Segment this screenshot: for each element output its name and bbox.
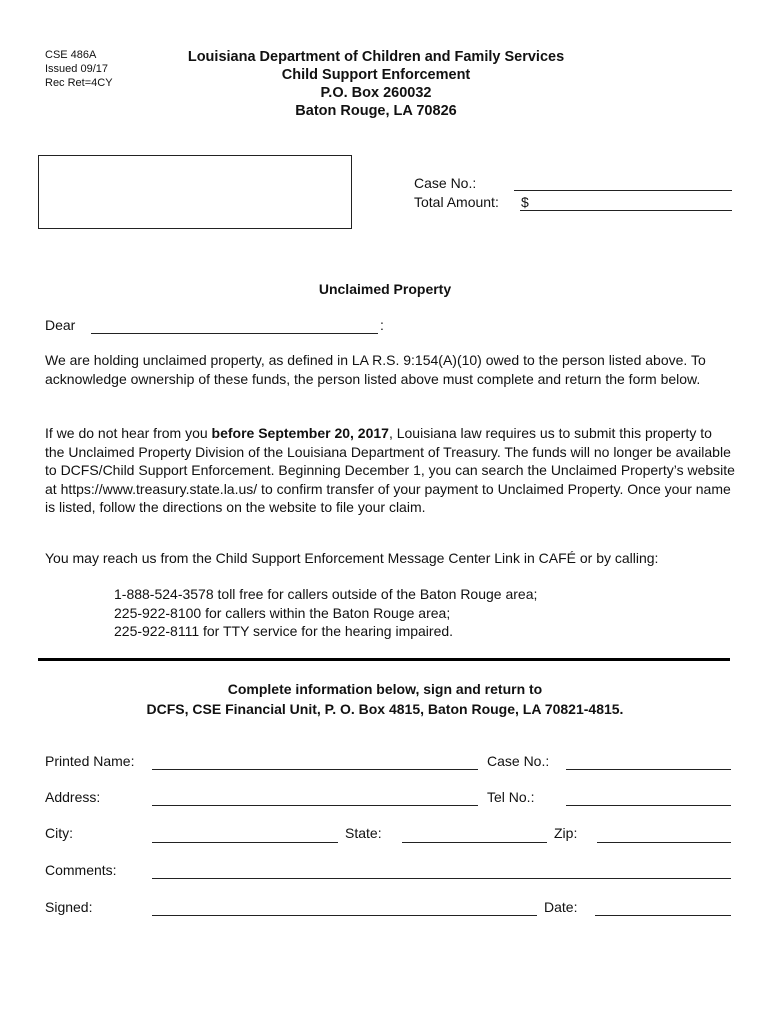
paragraph-deadline-start: If we do not hear from you [45,425,212,441]
return-line-2: DCFS, CSE Financial Unit, P. O. Box 4815, Baton Rouge, LA 70821-4815. [146,701,624,717]
phone-list [114,585,537,641]
form-retention: Rec Ret=4CY [45,77,113,89]
address-window-box [38,155,352,229]
phone-tty: 225-922-8111 for TTY service for the hearing impaired. [114,623,454,639]
signed-label: Signed: [45,899,93,915]
form-number: CSE 486A [45,49,97,61]
agency-division: Child Support Enforcement [281,67,471,83]
deadline-date: before September 20, 2017 [211,425,389,441]
address-label: Address: [45,789,101,805]
return-instructions [0,679,770,719]
agency-name: Louisiana Department of Children and Family Services [187,49,565,65]
agency-po-box: P.O. Box 260032 [320,85,432,101]
zip-field[interactable] [597,842,731,843]
state-label: State: [345,825,382,841]
phone-local: 225-922-8100 for callers within the Baton Rouge area; [114,604,451,621]
case-no-label: Case No.: [414,175,477,191]
comments-field[interactable] [152,878,731,879]
phone-toll-free: 1-888-524-3578 toll free for callers outside of the Baton Rouge area; [114,586,538,602]
paragraph-contact: You may reach us from the Child Support Enforcement Message Center Link in CAFÉ or by calling: [45,550,659,566]
salutation-colon: : [380,317,384,333]
form-case-no-label: Case No.: [487,753,550,769]
form-issued: Issued 09/17 [45,63,108,75]
agency-city: Baton Rouge, LA 70826 [295,103,457,119]
total-amount-field[interactable] [520,210,732,211]
date-label: Date: [544,899,578,915]
paragraph-deadline [45,424,735,517]
form-case-no-field[interactable] [566,769,731,770]
recipient-name-field[interactable] [91,333,378,334]
tel-no-field[interactable] [566,805,731,806]
paragraph-deadline-rest: , Louisiana law requires us to submit this property to the Unclaimed Property Division of the Louisiana Department of Treasury. The funds will no longer be available to DCFS/Child Support Enforcement. Beginning December 1, you can search the Unclaimed Property’s website at https://www.treasury.state.la.us/ to confirm transfer of your payment to Unclaimed Property. Once your name is listed, follow the directions on the website to file your claim. [45,425,735,515]
printed-name-label: Printed Name: [45,753,135,769]
section-divider [38,658,730,661]
signature-field[interactable] [152,915,537,916]
agency-header [160,48,592,120]
paragraph-unclaimed: We are holding unclaimed property, as defined in LA R.S. 9:154(A)(10) owed to the person listed above. To acknowledge ownership of these funds, the person listed above must complete and return the form below. [45,352,706,387]
case-no-field[interactable] [514,190,732,191]
city-field[interactable] [152,842,338,843]
city-label: City: [45,825,73,841]
total-amount-label: Total Amount: [414,194,499,210]
comments-label: Comments: [45,862,117,878]
salutation-dear: Dear [45,317,76,333]
tel-no-label: Tel No.: [487,789,535,805]
form-code [45,48,113,90]
return-line-1: Complete information below, sign and return to [227,681,543,697]
state-field[interactable] [402,842,547,843]
currency-symbol: $ [521,194,529,210]
printed-name-field[interactable] [152,769,478,770]
zip-label: Zip: [554,825,578,841]
date-field[interactable] [595,915,731,916]
address-field[interactable] [152,805,478,806]
page-title: Unclaimed Property [318,281,452,297]
